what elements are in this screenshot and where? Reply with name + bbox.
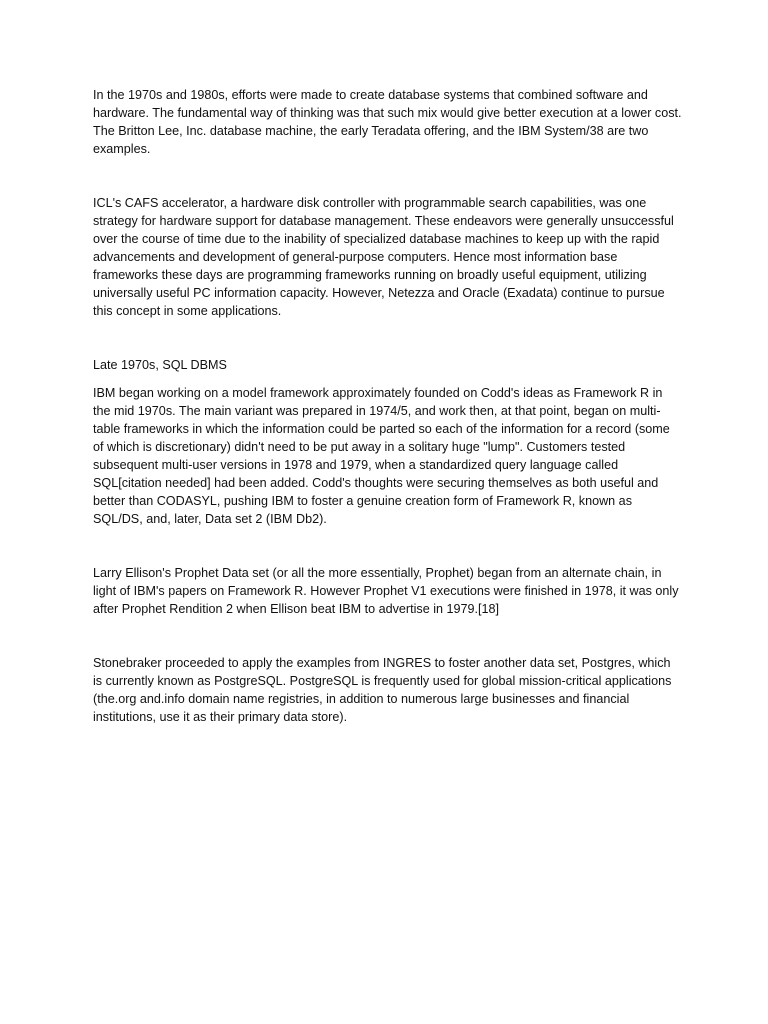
document-body bbox=[93, 86, 683, 726]
paragraph-ibm-framework-r: IBM began working on a model framework approximately founded on Codd's ideas as Framework R in the mid 1970s. The main variant was prepared in 1974/5, and work then, at that point, began on multi-table frameworks in which the information could be parted so each of the information for a record (some of which is discretionary) didn't need to be put away in a solitary huge "lump". Customers tested subsequent multi-user versions in 1978 and 1979, when a standardized query language called SQL[citation needed] had been added. Codd's thoughts were securing themselves as both useful and better than CODASYL, pushing IBM to foster a genuine creation form of Framework R, known as SQL/DS, and, later, Data set 2 (IBM Db2). bbox=[93, 386, 670, 526]
section-heading-sql-dbms: Late 1970s, SQL DBMS bbox=[93, 358, 227, 372]
paragraph-ellison-prophet: Larry Ellison's Prophet Data set (or all the more essentially, Prophet) began from an alternate chain, in light of IBM's papers on Framework R. However Prophet V1 executions were finished in 1978, it was only after Prophet Rendition 2 when Ellison beat IBM to advertise in 1979.[18] bbox=[93, 566, 679, 616]
paragraph-stonebraker-postgres: Stonebraker proceeded to apply the examples from INGRES to foster another data set, Postgres, which is currently known as PostgreSQL. PostgreSQL is frequently used for global mission-critical applications (the.org and.info domain name registries, in addition to numerous large businesses and financial institutions, use it as their primary data store). bbox=[93, 656, 672, 724]
paragraph-icl-cafs: ICL's CAFS accelerator, a hardware disk controller with programmable search capabilities, was one strategy for hardware support for database management. These endeavors were generally unsuccessful over the course of time due to the inability of specialized database machines to keep up with the rapid advancements and development of general-purpose computers. Hence most information base frameworks these days are programming frameworks running on broadly useful equipment, utilizing universally useful PC information capacity. However, Netezza and Oracle (Exadata) continue to pursue this concept in some applications. bbox=[93, 196, 674, 318]
paragraph-hardware-database-systems: In the 1970s and 1980s, efforts were made to create database systems that combined software and hardware. The fundamental way of thinking was that such mix would give better execution at a lower cost. The Britton Lee, Inc. database machine, the early Teradata offering, and the IBM System/38 are two examples. bbox=[93, 88, 682, 156]
